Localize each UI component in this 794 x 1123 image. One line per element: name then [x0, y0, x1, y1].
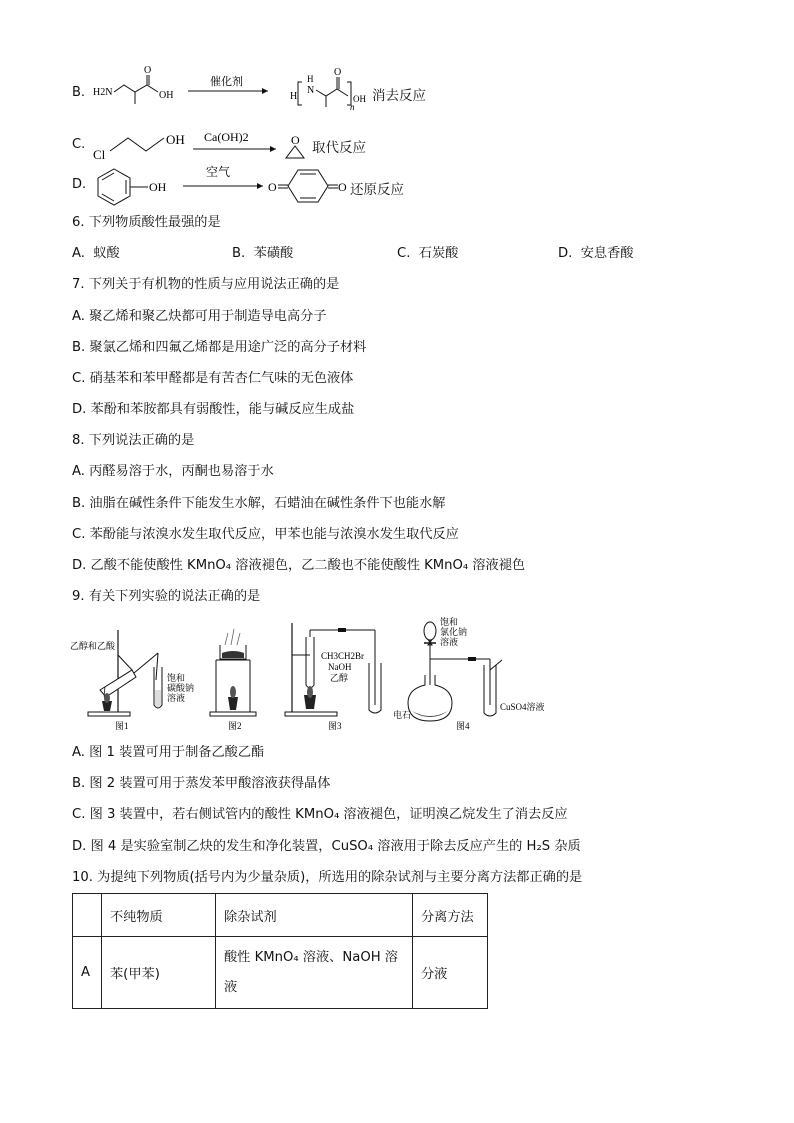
fig1-tube-line1: 饱和: [167, 673, 186, 683]
q6-option-c-text: 石炭酸: [418, 246, 459, 261]
fig1-reagent-label: 乙醇和乙酸: [70, 641, 116, 651]
table-cell: A: [73, 937, 102, 1009]
table-row: [73, 937, 488, 1009]
table-header-cell: 除杂试剂: [216, 894, 413, 937]
product-n-label: N: [307, 85, 315, 96]
fig3-reagent-line2: NaOH: [328, 662, 352, 672]
fig4-solid-label: 电石: [393, 710, 412, 720]
fig1-tube-line3: 溶液: [167, 693, 186, 703]
q8-option-a: A. 丙醛易溶于水，丙酮也易溶于水: [72, 464, 274, 479]
ca-oh-label: Ca(OH)2: [204, 130, 249, 144]
fig4-funnel-line2: 氯化钠: [440, 627, 468, 637]
q9-option-c: C. 图 3 装置中，若右侧试管内的酸性 KMnO₄ 溶液褪色，证明溴乙烷发生了消去反应: [72, 807, 568, 822]
q6-option-d: [558, 245, 634, 263]
q8-option-c: C. 苯酚能与浓溴水发生取代反应，甲苯也能与浓溴水发生取代反应: [72, 527, 459, 542]
q10-table: [72, 893, 488, 1009]
table-cell: 酸性 KMnO₄ 溶液、NaOH 溶液: [216, 937, 413, 1009]
q6-option-d-text: 安息香酸: [580, 246, 634, 261]
fig4-tube-label: CuSO4溶液: [500, 702, 545, 712]
quinone-o1-label: O: [268, 180, 277, 194]
q9-stem: 9. 有关下列实验的说法正确的是: [72, 589, 261, 604]
q6-option-b-text: 苯磺酸: [253, 246, 294, 261]
q6-option-b: [232, 245, 293, 263]
reactant-oh-label: OH: [159, 90, 174, 101]
option-letter-b: B.: [72, 85, 86, 100]
table-cell: 苯(甲苯): [102, 937, 216, 1009]
option-letter-d: D.: [72, 177, 87, 192]
table-header-cell: [73, 894, 102, 937]
fig1-tube-line2: 碳酸钠: [167, 683, 195, 693]
fig2-label: 图2: [228, 721, 242, 731]
q8-option-d: D. 乙酸不能使酸性 KMnO₄ 溶液褪色，乙二酸也不能使酸性 KMnO₄ 溶液褪色: [72, 558, 526, 573]
polymer-n-label: n: [350, 102, 355, 112]
q9-option-b: B. 图 2 装置可用于蒸发苯甲酸溶液获得晶体: [72, 776, 331, 791]
q8-stem: 8. 下列说法正确的是: [72, 433, 195, 448]
figure-2-evaporation-apparatus: [210, 629, 256, 731]
q7-stem: 7. 下列关于有机物的性质与应用说法正确的是: [72, 277, 340, 292]
q6-stem: 6. 下列物质酸性最强的是: [72, 215, 221, 230]
q6-option-c: [397, 245, 458, 263]
q7-option-b: B. 聚氯乙烯和四氟乙烯都是用途广泛的高分子材料: [72, 340, 367, 355]
table-cell: 分液: [413, 937, 488, 1009]
catalyst-label: 催化剂: [210, 76, 243, 88]
fig3-reagent-line3: 乙醇: [330, 673, 349, 683]
table-header-cell: 分离方法: [413, 894, 488, 937]
q6-option-b-letter: B.: [232, 246, 246, 261]
reaction-b-type: 消去反应: [372, 88, 426, 104]
fig4-funnel-line1: 饱和: [440, 617, 459, 627]
q8-option-b: B. 油脂在碱性条件下能发生水解，石蜡油在碱性条件下也能水解: [72, 496, 446, 511]
reaction-d-type: 还原反应: [350, 182, 404, 198]
reactant-oh-label: OH: [166, 132, 185, 147]
q9-option-d: D. 图 4 是实验室制乙炔的发生和净化装置，CuSO₄ 溶液用于除去反应产生的 H₂S 杂质: [72, 839, 581, 854]
product-oh-label: OH: [353, 94, 366, 104]
q6-option-a-text: 蚁酸: [93, 246, 120, 261]
figure-4-acetylene-apparatus: [393, 616, 545, 731]
table-header-row: [73, 894, 488, 937]
reactant-carbonyl-o: O: [144, 65, 152, 76]
figure-1-ester-apparatus: [70, 630, 194, 731]
q9-apparatus-figure: [70, 615, 570, 735]
q7-option-d: D. 苯酚和苯胺都具有弱酸性，能与碱反应生成盐: [72, 402, 355, 417]
product-carbonyl-o: O: [334, 67, 342, 78]
reactant-cl-label: Cl: [93, 147, 106, 162]
q9-option-a: A. 图 1 装置可用于制备乙酸乙酯: [72, 745, 265, 760]
fig4-funnel-line3: 溶液: [440, 637, 459, 647]
quinone-o2-label: O: [338, 180, 347, 194]
option-letter-c: C.: [72, 137, 86, 152]
reactant-amine-label: H2N: [93, 87, 113, 98]
product-h-label: H: [290, 91, 298, 102]
air-label: 空气: [206, 165, 231, 179]
fig3-label: 图3: [328, 721, 342, 731]
figure-3-elimination-apparatus: [285, 623, 381, 731]
q10-stem: 10. 为提纯下列物质(括号内为少量杂质)，所选用的除杂试剂与主要分离方法都正确的是: [72, 870, 583, 885]
q7-option-c: C. 硝基苯和苯甲醛都是有苦杏仁气味的无色液体: [72, 371, 354, 386]
q6-option-d-letter: D.: [558, 246, 573, 261]
reaction-c-type: 取代反应: [312, 140, 366, 156]
fig1-label: 图1: [115, 721, 129, 731]
phenol-oh-label: OH: [149, 180, 167, 194]
epoxide-o-label: O: [291, 133, 300, 147]
q6-option-a: [72, 245, 120, 263]
product-nh-h: H: [307, 74, 314, 84]
q7-option-a: A. 聚乙烯和聚乙炔都可用于制造导电高分子: [72, 309, 327, 324]
q6-option-a-letter: A.: [72, 246, 85, 261]
table-header-cell: 不纯物质: [102, 894, 216, 937]
fig4-label: 图4: [456, 721, 470, 731]
fig3-reagent-line1: CH3CH2Br: [321, 651, 365, 661]
q6-option-c-letter: C.: [397, 246, 411, 261]
